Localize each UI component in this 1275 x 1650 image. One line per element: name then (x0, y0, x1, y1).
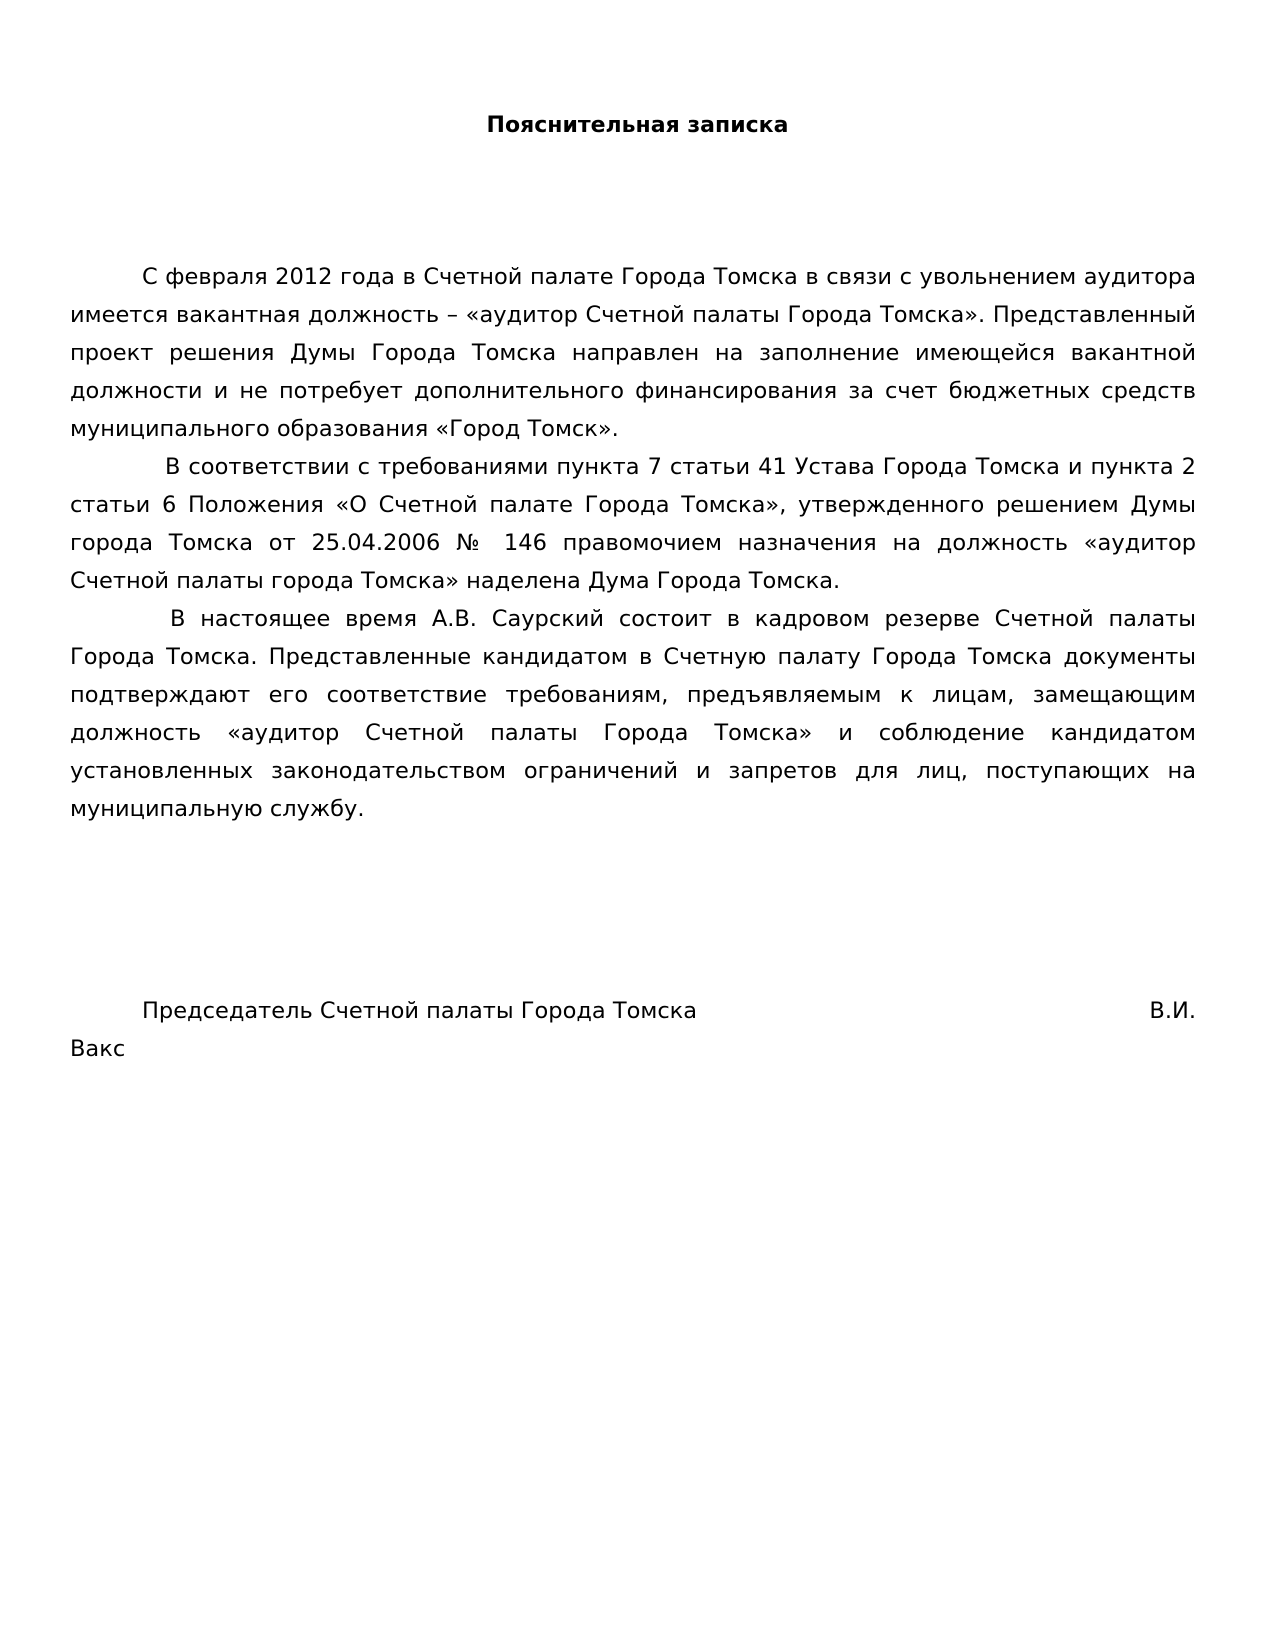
signature-surname: Вакс (70, 1036, 126, 1062)
signature-block (70, 992, 1196, 1068)
paragraph-candidate: В настоящее время А.В. Саурский состоит в кадровом резерве Счетной палаты Города Томска. Представленные кандидатом в Счетную палату Города Томска документы подтверждают его соответствие требованиям, предъявляемым к лицам, замещающим должность «аудитор Счетной палаты Города Томска» и соблюдение кандидатом установленных законодательством ограничений и запретов для лиц, поступающих на муниципальную службу. (70, 606, 1196, 822)
signature-initials: В.И. (1149, 998, 1196, 1024)
document-title: Пояснительная записка (486, 113, 789, 138)
paragraph-vacancy: С февраля 2012 года в Счетной палате Города Томска в связи с увольнением аудитора имеется вакантная должность – «аудитор Счетной палаты Города Томска». Представленный проект решения Думы Города Томска направлен на заполнение имеющейся вакантной должности и не потребует дополнительного финансирования за счет бюджетных средств муниципального образования «Город Томск». (70, 264, 1196, 442)
paragraph-legal-basis: В соответствии с требованиями пункта 7 статьи 41 Устава Города Томска и пункта 2 статьи 6 Положения «О Счетной палате Города Томска», утвержденного решением Думы города Томска от 25.04.2006 № 146 правомочием назначения на должность «аудитор Счетной палаты города Томска» наделена Дума Города Томска. (70, 454, 1196, 594)
document-body (70, 258, 1196, 828)
signature-line (70, 992, 1196, 1030)
signature-position: Председатель Счетной палаты Города Томска (142, 998, 698, 1024)
